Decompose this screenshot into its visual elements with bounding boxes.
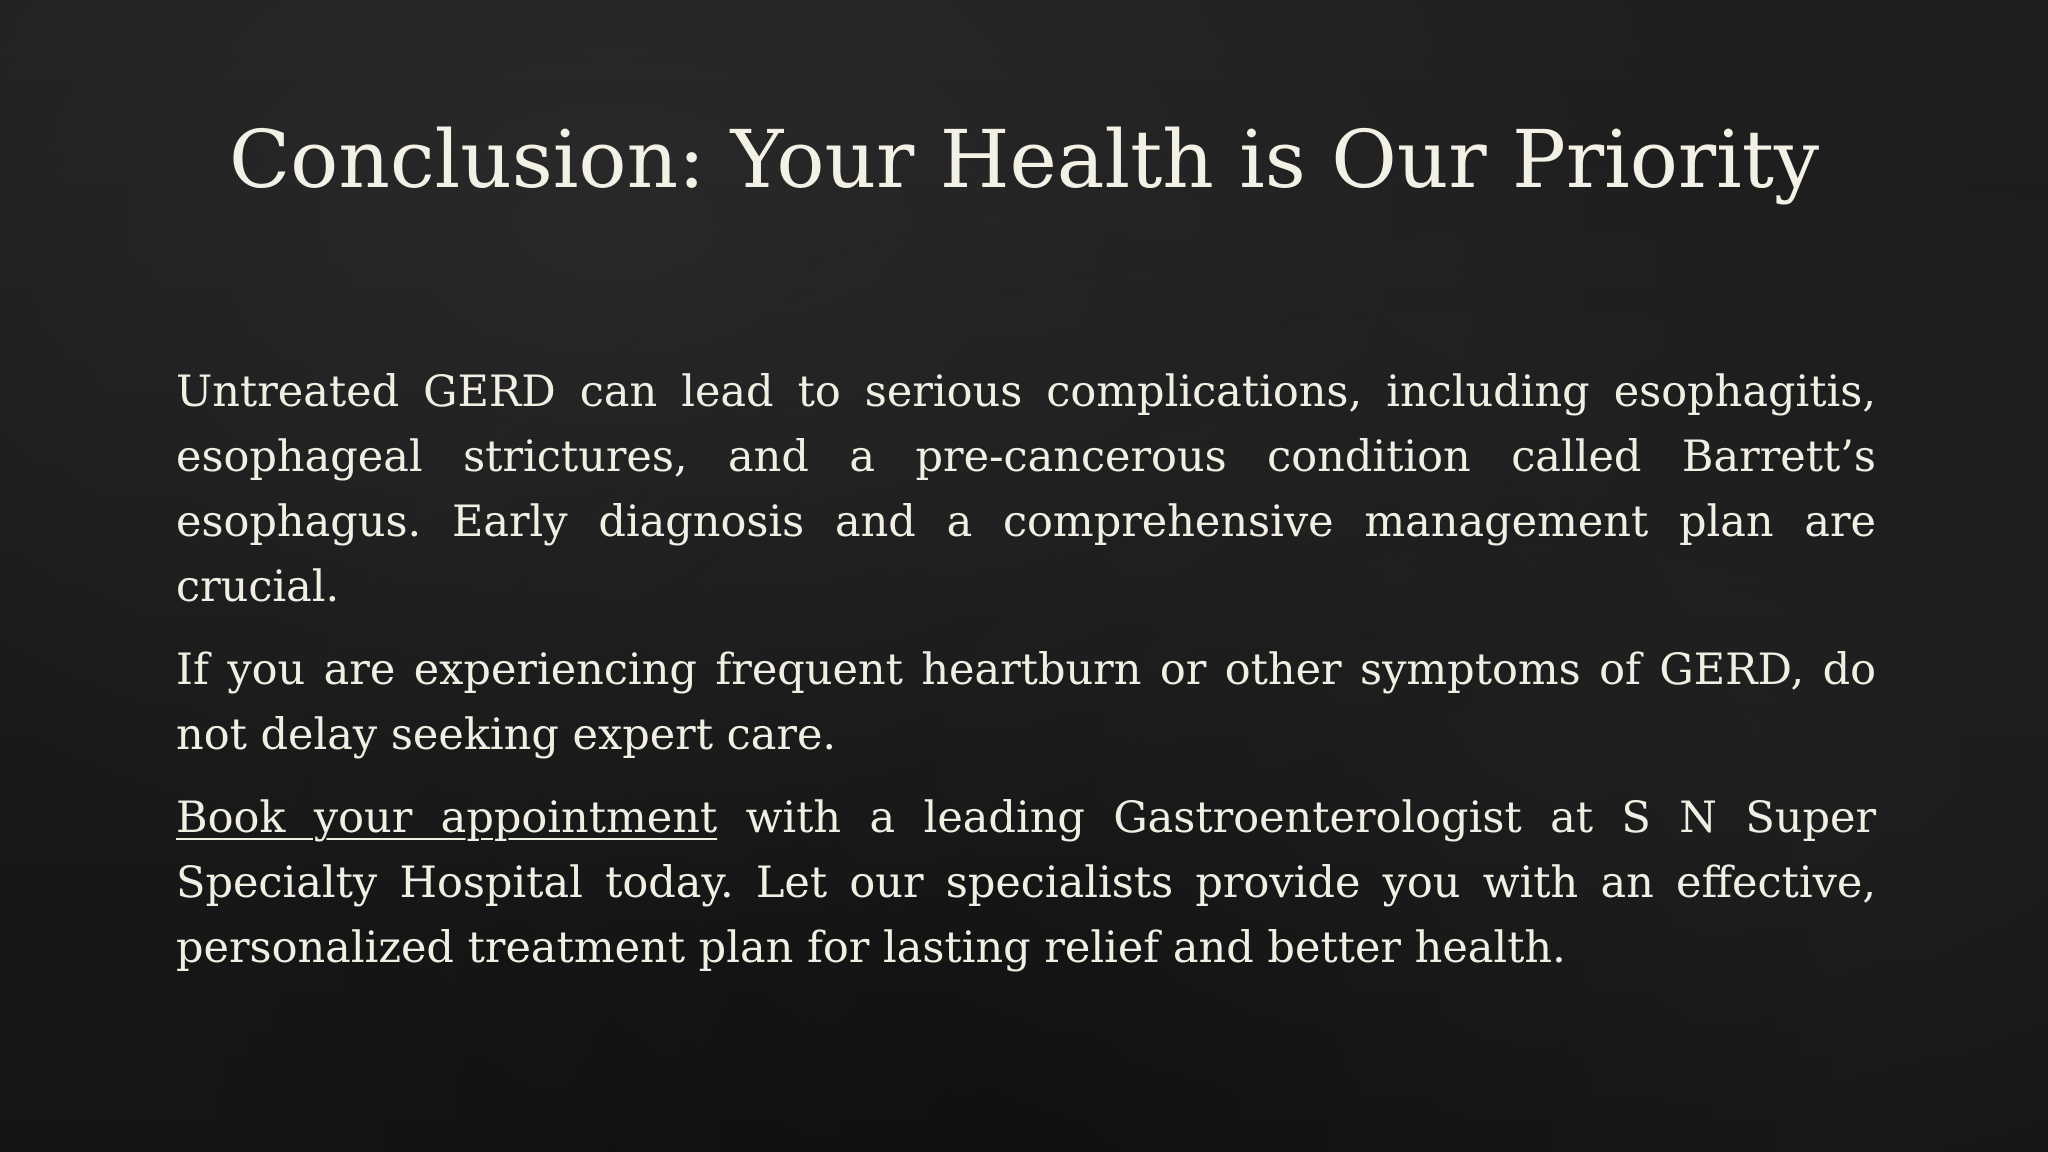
slide-body xyxy=(176,360,1876,999)
book-appointment-link[interactable]: Book your appointment xyxy=(176,793,718,843)
appointment-text: with a leading Gastroenterologist at S N Super Specialty Hospital today. Let our specialists provide you with an effective, personalized treatment plan for lasting relief and better health. xyxy=(176,793,1876,973)
paragraph-complications: Untreated GERD can lead to serious complications, including esophagitis, esophageal strictures, and a pre-cancerous condition called Barrett’s esophagus. Early diagnosis and a comprehensive management plan are crucial. xyxy=(176,367,1876,612)
paragraph-seek-care: If you are experiencing frequent heartburn or other symptoms of GERD, do not delay seeking expert care. xyxy=(176,645,1876,760)
paragraph-appointment xyxy=(176,786,1876,981)
slide-title: Conclusion: Your Health is Our Priority xyxy=(228,113,1820,206)
